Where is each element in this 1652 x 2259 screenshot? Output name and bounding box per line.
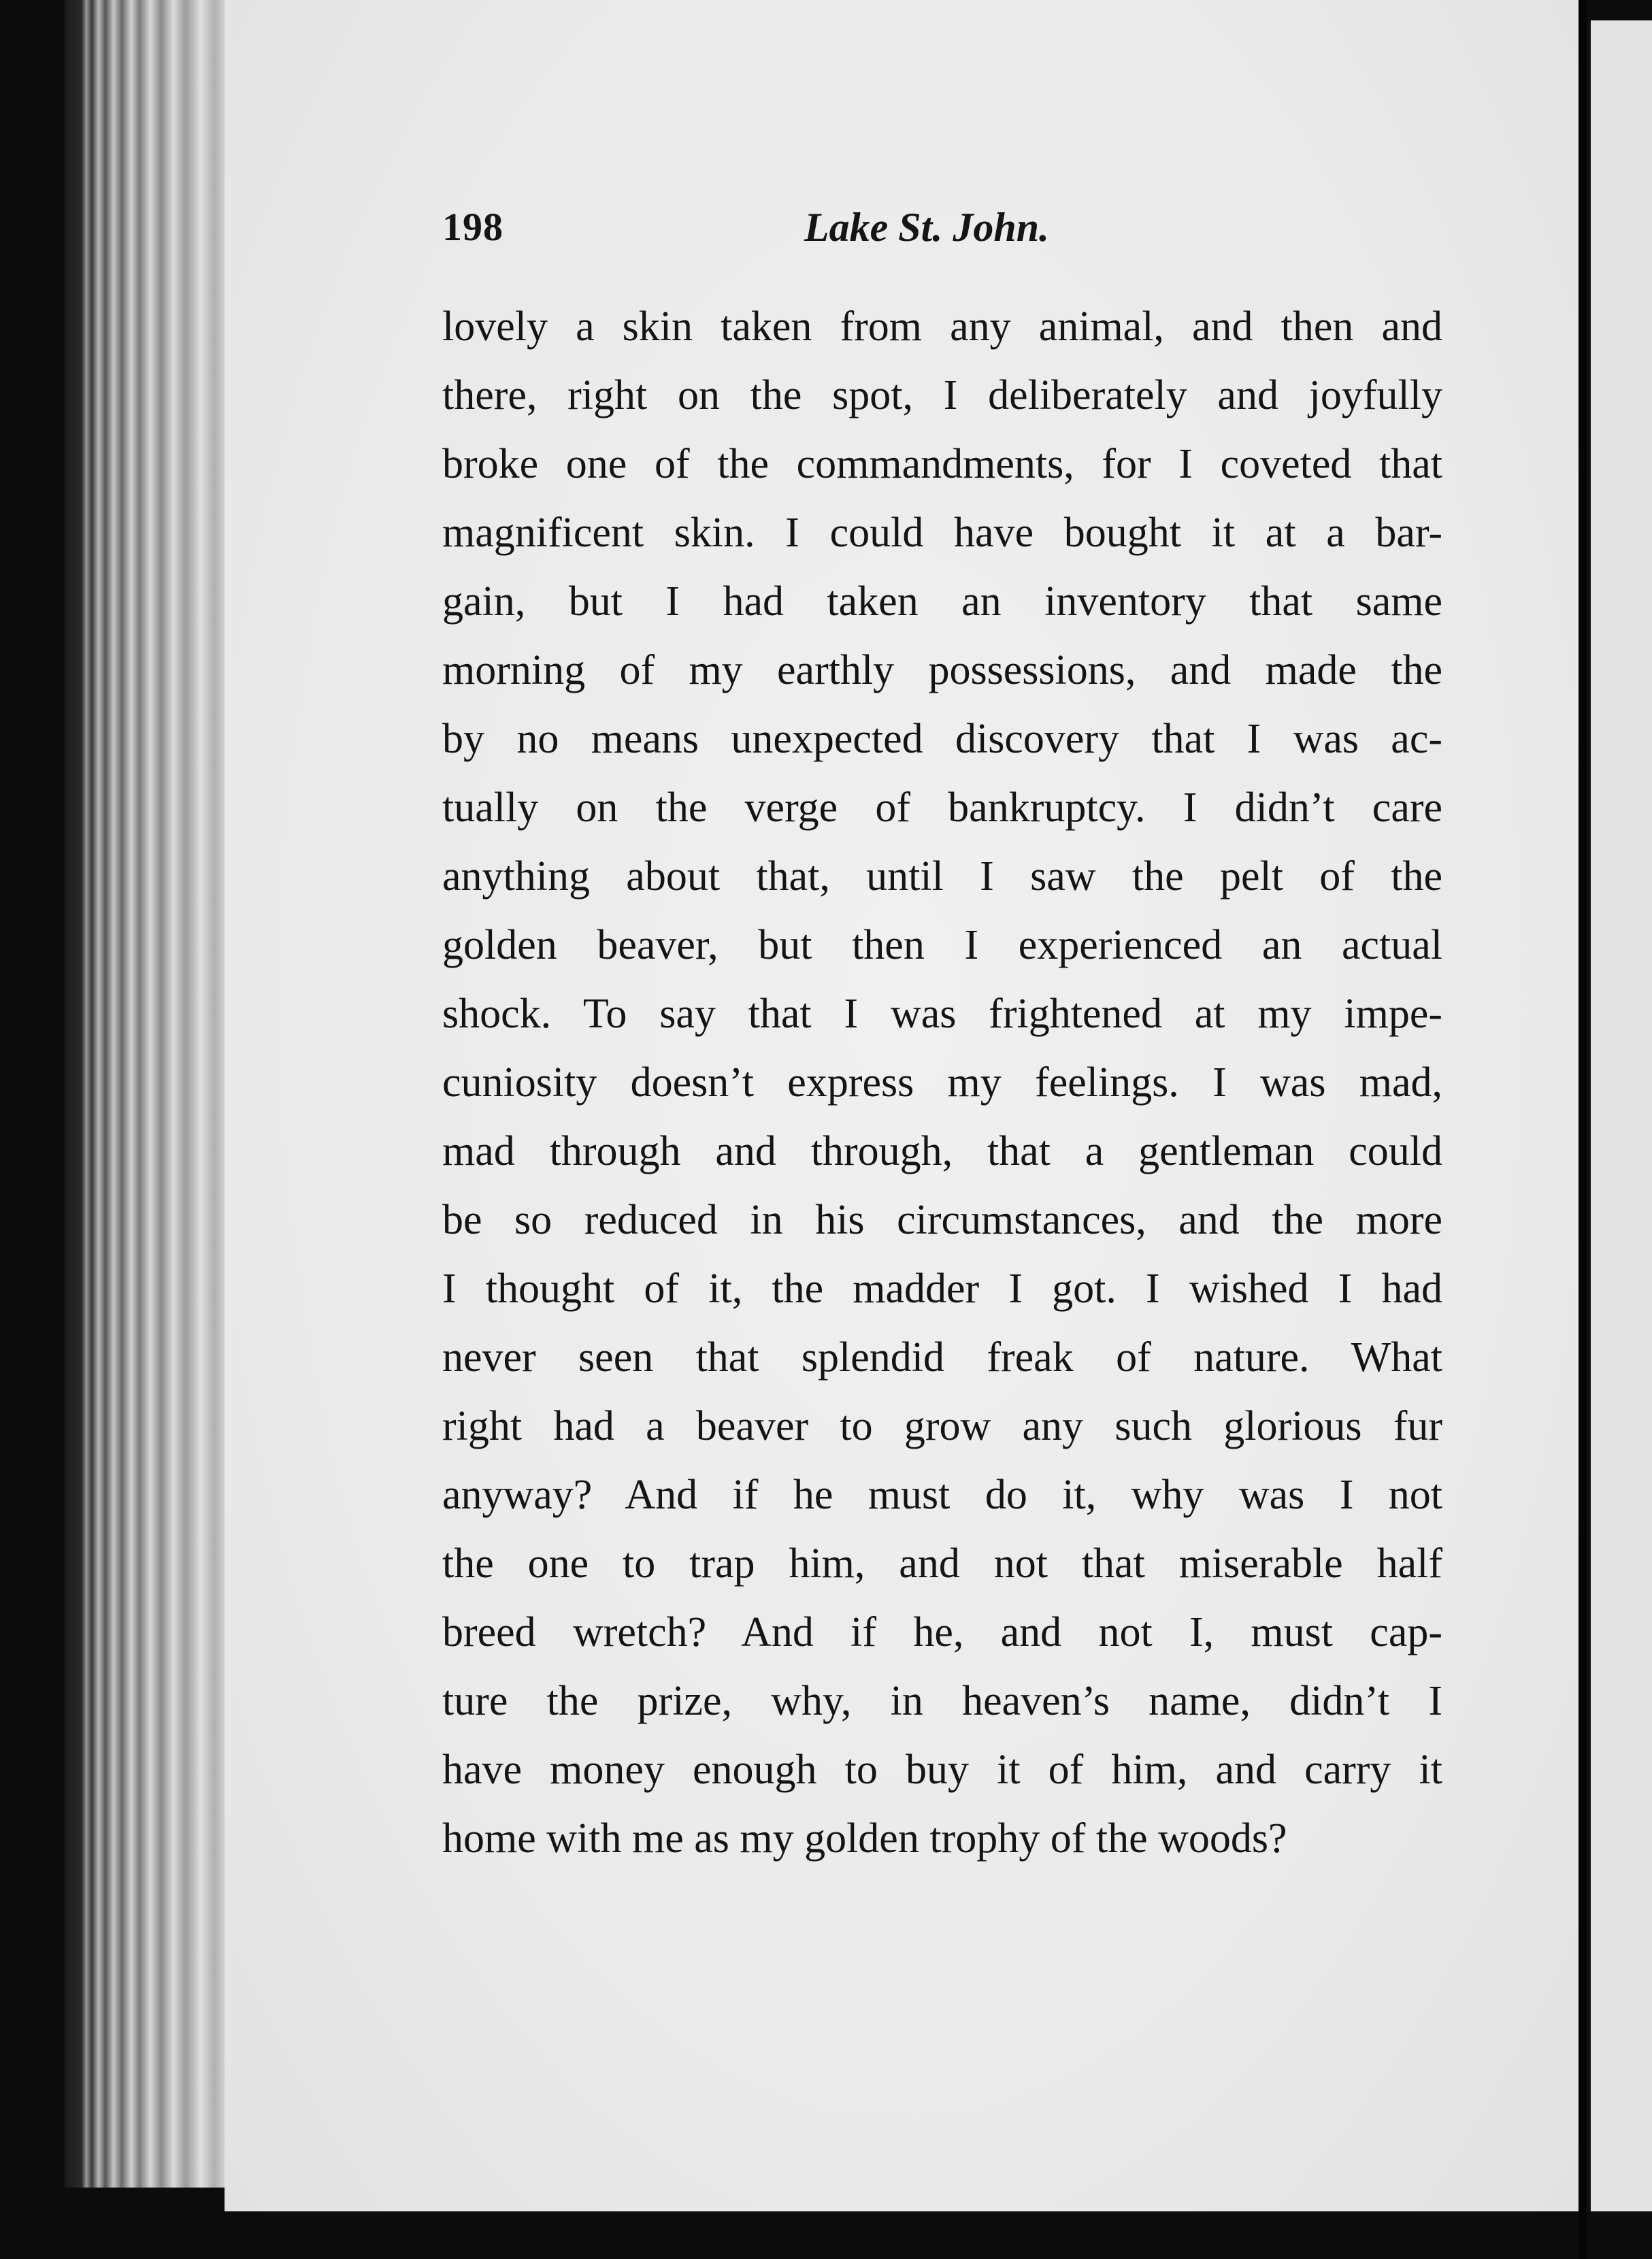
text-line: morning of my earthly possessions, and made the <box>442 647 1442 693</box>
text-line: shock. To say that I was frightened at my impe- <box>442 991 1442 1037</box>
page-number: 198 <box>442 205 503 249</box>
book-title: Lake St. John. <box>804 205 1050 250</box>
text-line: ture the prize, why, in heaven’s name, didn’t I <box>442 1678 1442 1724</box>
text-line: breed wretch? And if he, and not I, must cap- <box>442 1609 1442 1655</box>
running-head <box>442 204 1463 265</box>
text-line: anyway? And if he must do it, why was I not <box>442 1472 1442 1518</box>
text-line: be so reduced in his circumstances, and the more <box>442 1197 1442 1243</box>
adjacent-page-edge <box>1587 20 1652 2211</box>
text-line: right had a beaver to grow any such glorious fur <box>442 1403 1442 1449</box>
text-line: lovely a skin taken from any animal, and then and <box>442 303 1442 350</box>
body-text <box>442 293 1442 1873</box>
text-line: broke one of the commandments, for I coveted that <box>442 441 1442 487</box>
text-line: magnificent skin. I could have bought it at a bar- <box>442 510 1442 556</box>
text-line: tually on the verge of bankruptcy. I didn’t care <box>442 785 1442 831</box>
text-line: gain, but I had taken an inventory that same <box>442 578 1442 625</box>
text-line: home with me as my golden trophy of the woods? <box>442 1815 1287 1862</box>
text-line: have money enough to buy it of him, and carry it <box>442 1747 1442 1793</box>
text-line: anything about that, until I saw the pelt of the <box>442 853 1442 900</box>
text-line: cuniosity doesn’t express my feelings. I was mad, <box>442 1059 1442 1106</box>
text-line: golden beaver, but then I experienced an actual <box>442 922 1442 968</box>
text-line: the one to trap him, and not that miserable half <box>442 1540 1442 1587</box>
text-line: there, right on the spot, I deliberately and joyfully <box>442 372 1442 418</box>
text-line: by no means unexpected discovery that I was ac- <box>442 716 1442 762</box>
text-line: mad through and through, that a gentleman could <box>442 1128 1442 1174</box>
text-line: never seen that splendid freak of nature. What <box>442 1334 1442 1381</box>
page-gutter-border <box>1579 0 1587 2259</box>
scan-bottom-margin <box>225 2211 1579 2259</box>
text-line: I thought of it, the madder I got. I wished I had <box>442 1266 1442 1312</box>
